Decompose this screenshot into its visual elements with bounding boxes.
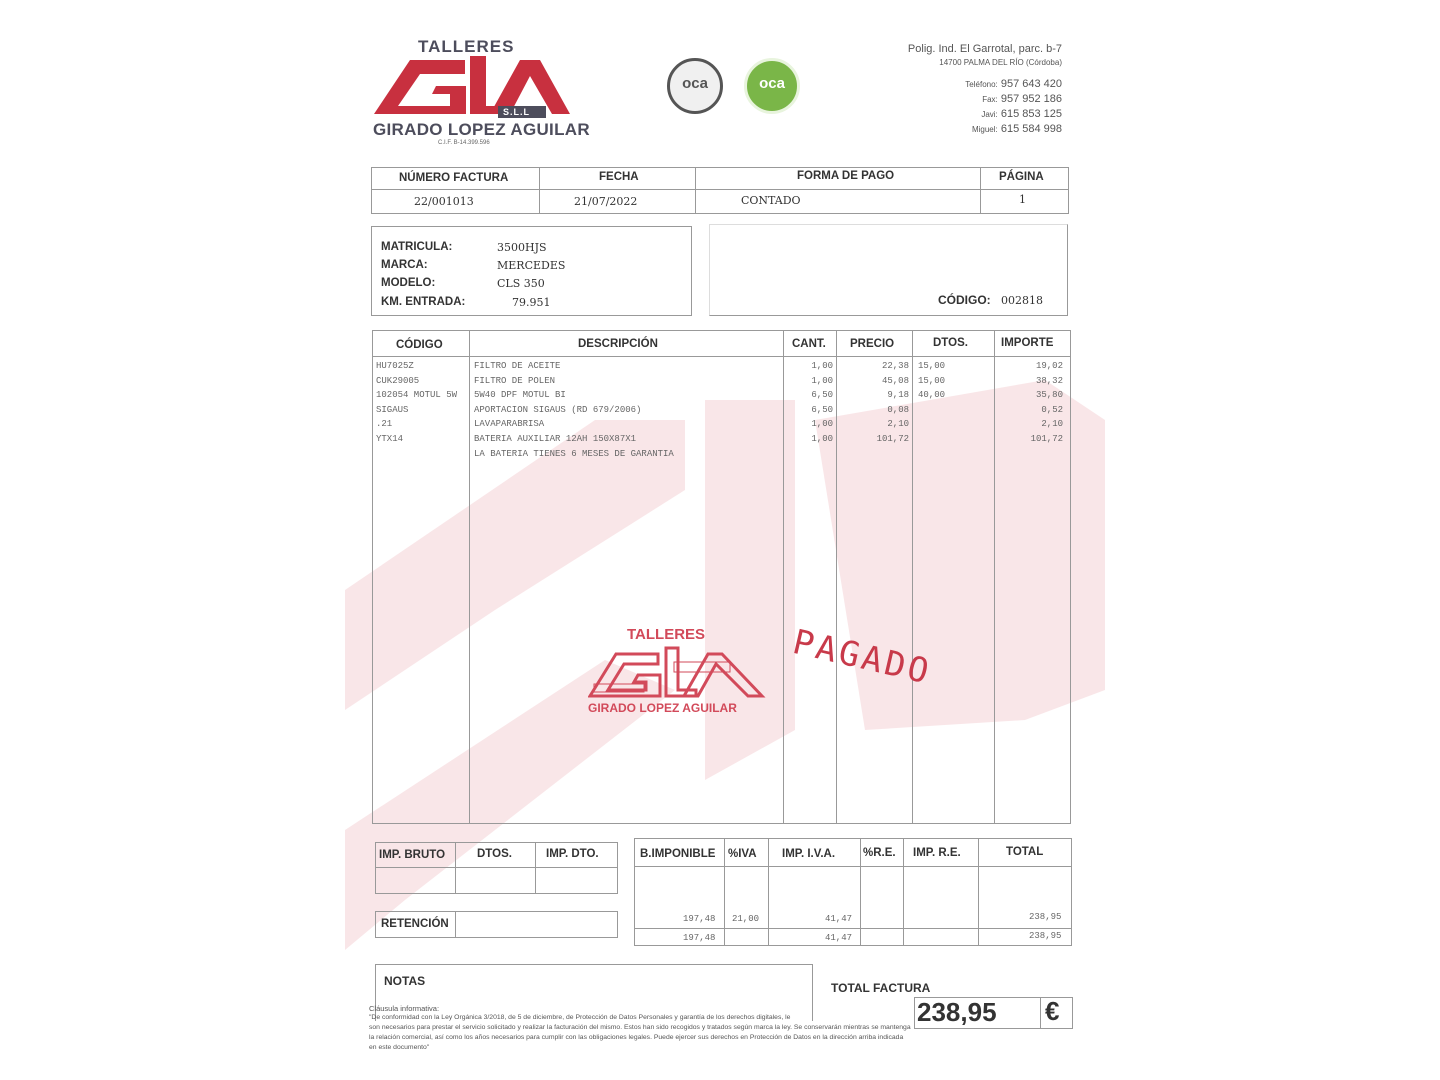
client-code-label: CÓDIGO: bbox=[938, 293, 991, 307]
item-price: 45,08 bbox=[881, 375, 909, 386]
item-code: 102054 MOTUL 5W bbox=[376, 390, 458, 401]
re-pct-header: %R.E. bbox=[863, 847, 896, 859]
item-qty: 1,00 bbox=[811, 419, 833, 430]
km-value: 79.951 bbox=[512, 296, 551, 309]
stamp-title: TALLERES bbox=[627, 626, 706, 643]
phone-row: Teléfono: 957 643 420 bbox=[965, 78, 1062, 90]
total-invoice-label: TOTAL FACTURA bbox=[831, 981, 931, 995]
page-header: PÁGINA bbox=[999, 171, 1044, 183]
item-code: .21 bbox=[376, 419, 393, 430]
item-description: BATERIA AUXILIAR 12AH 150X87X1 bbox=[474, 434, 637, 444]
company-address bbox=[908, 42, 1062, 70]
invoice-date-header: FECHA bbox=[599, 171, 639, 183]
discounts-header: DTOS. bbox=[477, 848, 512, 860]
km-label: KM. ENTRADA: bbox=[381, 296, 466, 308]
currency-symbol: € bbox=[1045, 996, 1060, 1026]
total-row2: 238,95 bbox=[1029, 931, 1062, 941]
item-description: APORTACION SIGAUS (RD 679/2006) bbox=[474, 404, 642, 415]
legal-line1: "De conformidad con la Ley Orgánica 3/2018, de 5 de diciembre, de Protección de Datos Personales y garantía de los derechos digitales, le bbox=[369, 1014, 791, 1021]
item-price: 0,08 bbox=[887, 404, 909, 415]
company-title: TALLERES bbox=[418, 37, 515, 56]
company-phones bbox=[965, 77, 1062, 137]
item-qty: 1,00 bbox=[811, 434, 833, 444]
col-qty-header: CANT. bbox=[792, 338, 826, 350]
company-sll: S.L.L bbox=[503, 107, 530, 117]
gross-header: IMP. BRUTO bbox=[379, 849, 446, 861]
invoice-number-header: NÚMERO FACTURA bbox=[399, 172, 509, 184]
base-header: B.IMPONIBLE bbox=[640, 848, 716, 860]
vat-amount-header: IMP. I.V.A. bbox=[782, 848, 836, 860]
address-line2: 14700 PALMA DEL RÍO (Córdoba) bbox=[939, 58, 1062, 67]
item-amount: 38,32 bbox=[1035, 375, 1063, 386]
legal-heading: Cláusula informativa: bbox=[369, 1004, 440, 1013]
item-price: 9,18 bbox=[887, 390, 909, 401]
stamp-name: GIRADO LOPEZ AGUILAR bbox=[588, 701, 737, 715]
payment-header: FORMA DE PAGO bbox=[797, 170, 895, 182]
model-value: CLS 350 bbox=[497, 277, 545, 290]
item-code: CUK29005 bbox=[376, 375, 420, 386]
address-line1: Polig. Ind. El Garrotal, parc. b-7 bbox=[907, 43, 1062, 55]
item-amount: 19,02 bbox=[1035, 361, 1063, 371]
item-discount: 15,00 bbox=[918, 361, 946, 371]
item-amount: 0,52 bbox=[1041, 404, 1063, 415]
vat-pct-row1: 21,00 bbox=[732, 914, 760, 924]
client-code: 002818 bbox=[1001, 294, 1043, 307]
invoice-date: 21/07/2022 bbox=[574, 195, 638, 208]
total-invoice-value: 238,95 bbox=[917, 997, 997, 1027]
item-amount: 101,72 bbox=[1030, 434, 1063, 444]
item-description: 5W40 DPF MOTUL BI bbox=[474, 390, 566, 401]
item-qty: 1,00 bbox=[811, 375, 833, 386]
notes-label: NOTAS bbox=[384, 974, 426, 988]
item-qty: 6,50 bbox=[811, 404, 833, 415]
item-code: SIGAUS bbox=[376, 404, 409, 415]
item-description: FILTRO DE ACEITE bbox=[474, 361, 561, 371]
vat-pct-header: %IVA bbox=[728, 848, 757, 860]
vat-amount-row2: 41,47 bbox=[825, 933, 853, 943]
model-label: MODELO: bbox=[381, 277, 436, 289]
col-description-header: DESCRIPCIÓN bbox=[578, 338, 658, 350]
legal-line4: en este documento" bbox=[369, 1044, 430, 1051]
item-price: 22,38 bbox=[881, 361, 909, 371]
fax-row: Fax: 957 952 186 bbox=[982, 93, 1062, 105]
col-price-header: PRECIO bbox=[850, 338, 895, 350]
oca-seal-gray-text: oca bbox=[682, 75, 708, 92]
brand-value: MERCEDES bbox=[497, 259, 566, 272]
plate-value: 3500HJS bbox=[497, 241, 547, 254]
item-price: 2,10 bbox=[887, 419, 909, 430]
col-code-header: CÓDIGO bbox=[396, 339, 443, 351]
invoice-number: 22/001013 bbox=[414, 195, 474, 208]
item-code: HU7025Z bbox=[376, 361, 414, 371]
paid-stamp: PAGADO bbox=[789, 622, 936, 693]
brand-label: MARCA: bbox=[381, 259, 428, 271]
legal-line3: la relación comercial, así como los años necesarios para cumplir con las obligaciones legales. Puede ejercer sus derechos en Protección de Datos en la dirección arriba indicada bbox=[369, 1034, 904, 1041]
col-discount-header: DTOS. bbox=[933, 337, 968, 349]
total-header: TOTAL bbox=[1006, 846, 1044, 858]
company-name: GIRADO LOPEZ AGUILAR bbox=[373, 120, 590, 139]
page-number: 1 bbox=[1019, 193, 1026, 206]
base-row2: 197,48 bbox=[683, 933, 716, 943]
item-code: YTX14 bbox=[376, 434, 404, 444]
legal-line2: son necesarios para prestar el servicio solicitado y realizar la facturación del mismo. Estos han sido recogidos y tratados según marca la ley. Se conservarán mientras se mantenga bbox=[369, 1024, 911, 1031]
item-amount: 2,10 bbox=[1041, 419, 1063, 430]
disc-amount-header: IMP. DTO. bbox=[546, 848, 599, 860]
re-amount-header: IMP. R.E. bbox=[913, 847, 961, 859]
total-row1: 238,95 bbox=[1029, 912, 1062, 922]
oca-seal-green-text: oca bbox=[759, 75, 785, 92]
item-description: LA BATERIA TIENES 6 MESES DE GARANTIA bbox=[474, 448, 674, 459]
miguel-row: Miguel: 615 584 998 bbox=[971, 123, 1062, 135]
item-description: LAVAPARABRISA bbox=[474, 419, 545, 430]
item-amount: 35,80 bbox=[1035, 390, 1063, 401]
oca-seal-green bbox=[744, 58, 800, 114]
item-price: 101,72 bbox=[876, 434, 909, 444]
item-discount: 40,00 bbox=[918, 390, 946, 401]
oca-seal-gray bbox=[667, 58, 723, 114]
company-cif: C.I.F. B-14.399.596 bbox=[438, 140, 490, 146]
col-amount-header: IMPORTE bbox=[1001, 337, 1054, 349]
base-row1: 197,48 bbox=[683, 914, 716, 924]
payment-method: CONTADO bbox=[741, 194, 801, 207]
item-qty: 6,50 bbox=[811, 390, 833, 401]
item-description: FILTRO DE POLEN bbox=[474, 375, 556, 386]
vat-amount-row1: 41,47 bbox=[825, 914, 853, 924]
plate-label: MATRICULA: bbox=[381, 241, 453, 253]
company-stamp bbox=[588, 640, 766, 706]
withholding-label: RETENCIÓN bbox=[381, 918, 449, 930]
item-discount: 15,00 bbox=[918, 375, 946, 386]
javi-row: Javi: 615 853 125 bbox=[981, 108, 1062, 120]
notes-box bbox=[375, 964, 813, 1021]
item-qty: 1,00 bbox=[811, 361, 833, 371]
